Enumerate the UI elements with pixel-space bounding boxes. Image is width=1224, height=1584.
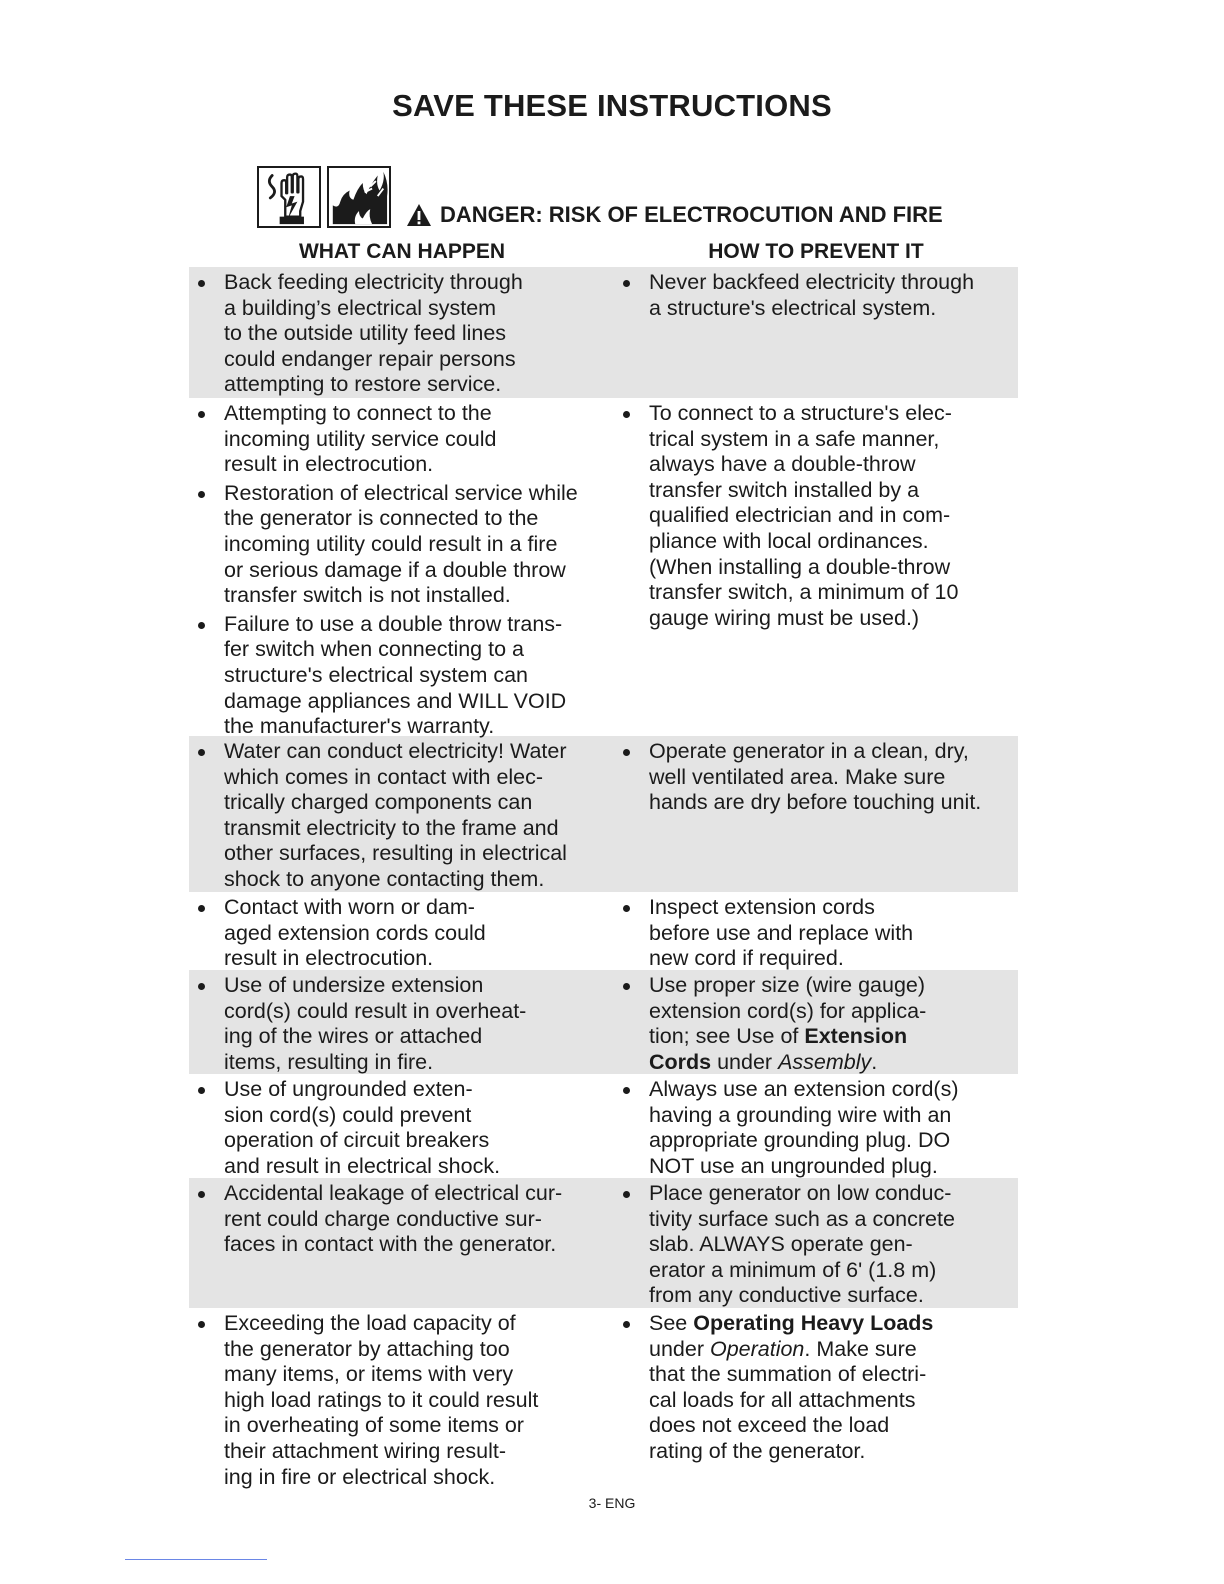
hazard-cell — [189, 267, 614, 398]
list-item: Operate generator in a clean, dry, well ventilated area. Make sure hands are dry before touching unit. — [614, 739, 1018, 816]
list-item: Back feeding electricity through a building’s electrical system to the outside utility feed lines could endanger repair persons attempting to restore service. — [189, 270, 614, 398]
table-row — [189, 892, 1018, 970]
list-item: Attempting to connect to the incoming utility service could result in electrocution. — [189, 401, 614, 478]
hazard-cell — [189, 1178, 614, 1308]
list-item: Exceeding the load capacity of the generator by attaching too many items, or items with very high load ratings to it could result in overheating of some items or their attachment wiring result- ing in fire or electrical shock. — [189, 1311, 614, 1490]
hazard-cell — [189, 1308, 614, 1488]
table-row — [189, 398, 1018, 739]
list-item: Inspect extension cords before use and replace with new cord if required. — [614, 895, 1018, 972]
prevention-cell — [614, 736, 1018, 892]
prevention-cell — [614, 970, 1018, 1074]
list-item: Place generator on low conduc- tivity surface such as a concrete slab. ALWAYS operate gen- erator a minimum of 6' (1.8 m) from any conductive surface. — [614, 1181, 1018, 1309]
hazard-cell — [189, 398, 614, 739]
list-item: Always use an extension cord(s) having a grounding wire with an appropriate grounding plug. DO NOT use an ungrounded plug. — [614, 1077, 1018, 1179]
list-item: Contact with worn or dam- aged extension cords could result in electrocution. — [189, 895, 614, 972]
prevention-cell — [614, 267, 1018, 398]
prevention-cell — [614, 1074, 1018, 1178]
warning-triangle-icon — [406, 203, 432, 227]
hazard-icons — [257, 166, 391, 228]
hazard-cell — [189, 1074, 614, 1178]
list-item: Water can conduct electricity! Water which comes in contact with elec- trically charged components can transmit electricity to the frame and other surfaces, resulting in electrical shock to anyone contacting them. — [189, 739, 614, 893]
table-row — [189, 970, 1018, 1074]
hazard-cell — [189, 970, 614, 1074]
hazard-table — [189, 267, 1018, 1488]
hazard-cell — [189, 736, 614, 892]
list-item: Use of ungrounded exten- sion cord(s) could prevent operation of circuit breakers and result in electrical shock. — [189, 1077, 614, 1179]
prevention-cell — [614, 1308, 1018, 1488]
list-item: Restoration of electrical service while the generator is connected to the incoming utility could result in a fire or serious damage if a double throw transfer switch is not installed. — [189, 481, 614, 609]
footnote-separator — [125, 1559, 267, 1560]
table-row — [189, 267, 1018, 398]
table-row — [189, 1178, 1018, 1308]
list-item: Use of undersize extension cord(s) could result in overheat- ing of the wires or attached items, resulting in fire. — [189, 973, 614, 1075]
prevention-cell — [614, 892, 1018, 970]
prevention-cell — [614, 398, 1018, 736]
list-item: See Operating Heavy Loads under Operation. Make sure that the summation of electri- cal loads for all attachments does not exceed the load rating of the generator. — [614, 1311, 1018, 1465]
list-item: Accidental leakage of electrical cur- rent could charge conductive sur- faces in contact with the generator. — [189, 1181, 614, 1258]
danger-heading — [406, 202, 943, 228]
hazard-cell — [189, 892, 614, 970]
list-item: Never backfeed electricity through a structure's electrical system. — [614, 270, 1018, 321]
list-item: Failure to use a double throw trans- fer switch when connecting to a structure's electrical system can damage appliances and WILL VOID the manufacturer's warranty. — [189, 612, 614, 740]
prevention-cell — [614, 1178, 1018, 1308]
page-number: 3- ENG — [588, 1495, 636, 1511]
table-row — [189, 1074, 1018, 1178]
page-title: SAVE THESE INSTRUCTIONS — [392, 88, 832, 123]
list-item: Use proper size (wire gauge) extension cord(s) for applica- tion; see Use of Extension Cords under Assembly. — [614, 973, 1018, 1075]
fire-icon — [327, 166, 391, 228]
column-header-what-can-happen: WHAT CAN HAPPEN — [298, 240, 506, 263]
electric-shock-hand-icon — [257, 166, 321, 228]
danger-heading-text: DANGER: RISK OF ELECTROCUTION AND FIRE — [440, 202, 943, 227]
column-header-how-to-prevent: HOW TO PREVENT IT — [708, 240, 924, 263]
table-row — [189, 1308, 1018, 1488]
table-row — [189, 736, 1018, 892]
list-item: To connect to a structure's elec- trical system in a safe manner, always have a double-throw transfer switch installed by a qualified electrician and in com- pliance with local ordinances. (When installing a double-throw transfer switch, a minimum of 10 gauge wiring must be used.) — [614, 401, 1018, 631]
